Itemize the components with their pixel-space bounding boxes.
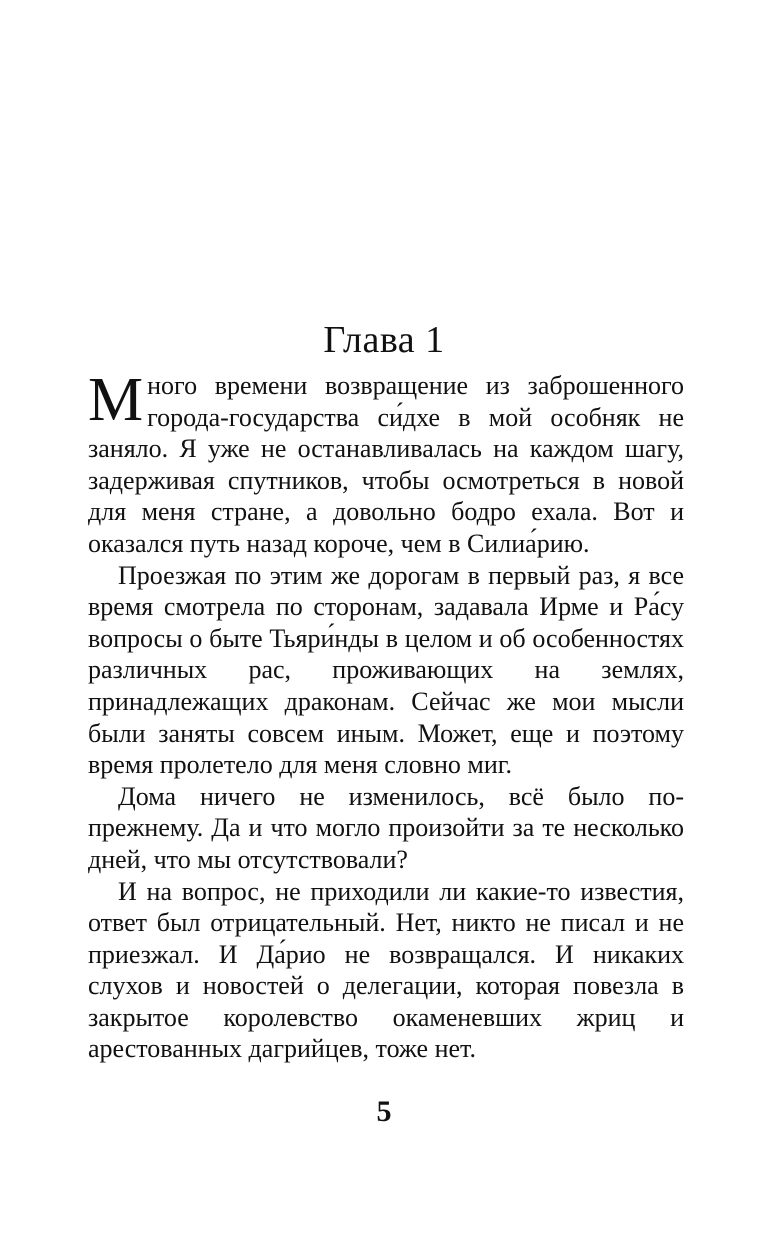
paragraph-2: Проезжая по этим же дорогам в первый раз, я все время смотрела по сторонам, задавала Ирме и Ра́су вопросы о быте Тьяри́нды в целом и об особенностях различных рас, проживающих на землях, принадлежащих драконам. Сейчас же мои мысли были заняты совсем иным. Может, еще и поэтому время пролетело для меня словно миг. [88, 560, 684, 780]
paragraph-3: Дома ничего не изменилось, всё было по-прежнему. Да и что могло произойти за те несколько дней, что мы отсутствовали? [88, 781, 684, 874]
paragraph-1-text: ного времени возвращение из заброшенного города-государства си́дхе в мой особняк не заняло. Я уже не останавливалась на каждом шагу, задерживая спутников, чтобы осмотреться в новой для меня стране, а довольно бодро ехала. Вот и оказался путь назад короче, чем в Силиа́рию. [88, 371, 684, 558]
chapter-title: Глава 1 [323, 319, 445, 361]
page-number: 5 [376, 1095, 392, 1128]
paragraph-4: И на вопрос, не приходили ли какие-то известия, ответ был отрицательный. Нет, никто не писал и не приезжал. И Да́рио не возвращался. И никаких слухов и новостей о делегации, которая повезла в закрытое королевство окаменевших жриц и арестованных дагрийцев, тоже нет. [88, 876, 684, 1064]
paragraph-1 [88, 366, 684, 560]
body-text [88, 366, 684, 1065]
drop-cap: М [88, 366, 144, 434]
